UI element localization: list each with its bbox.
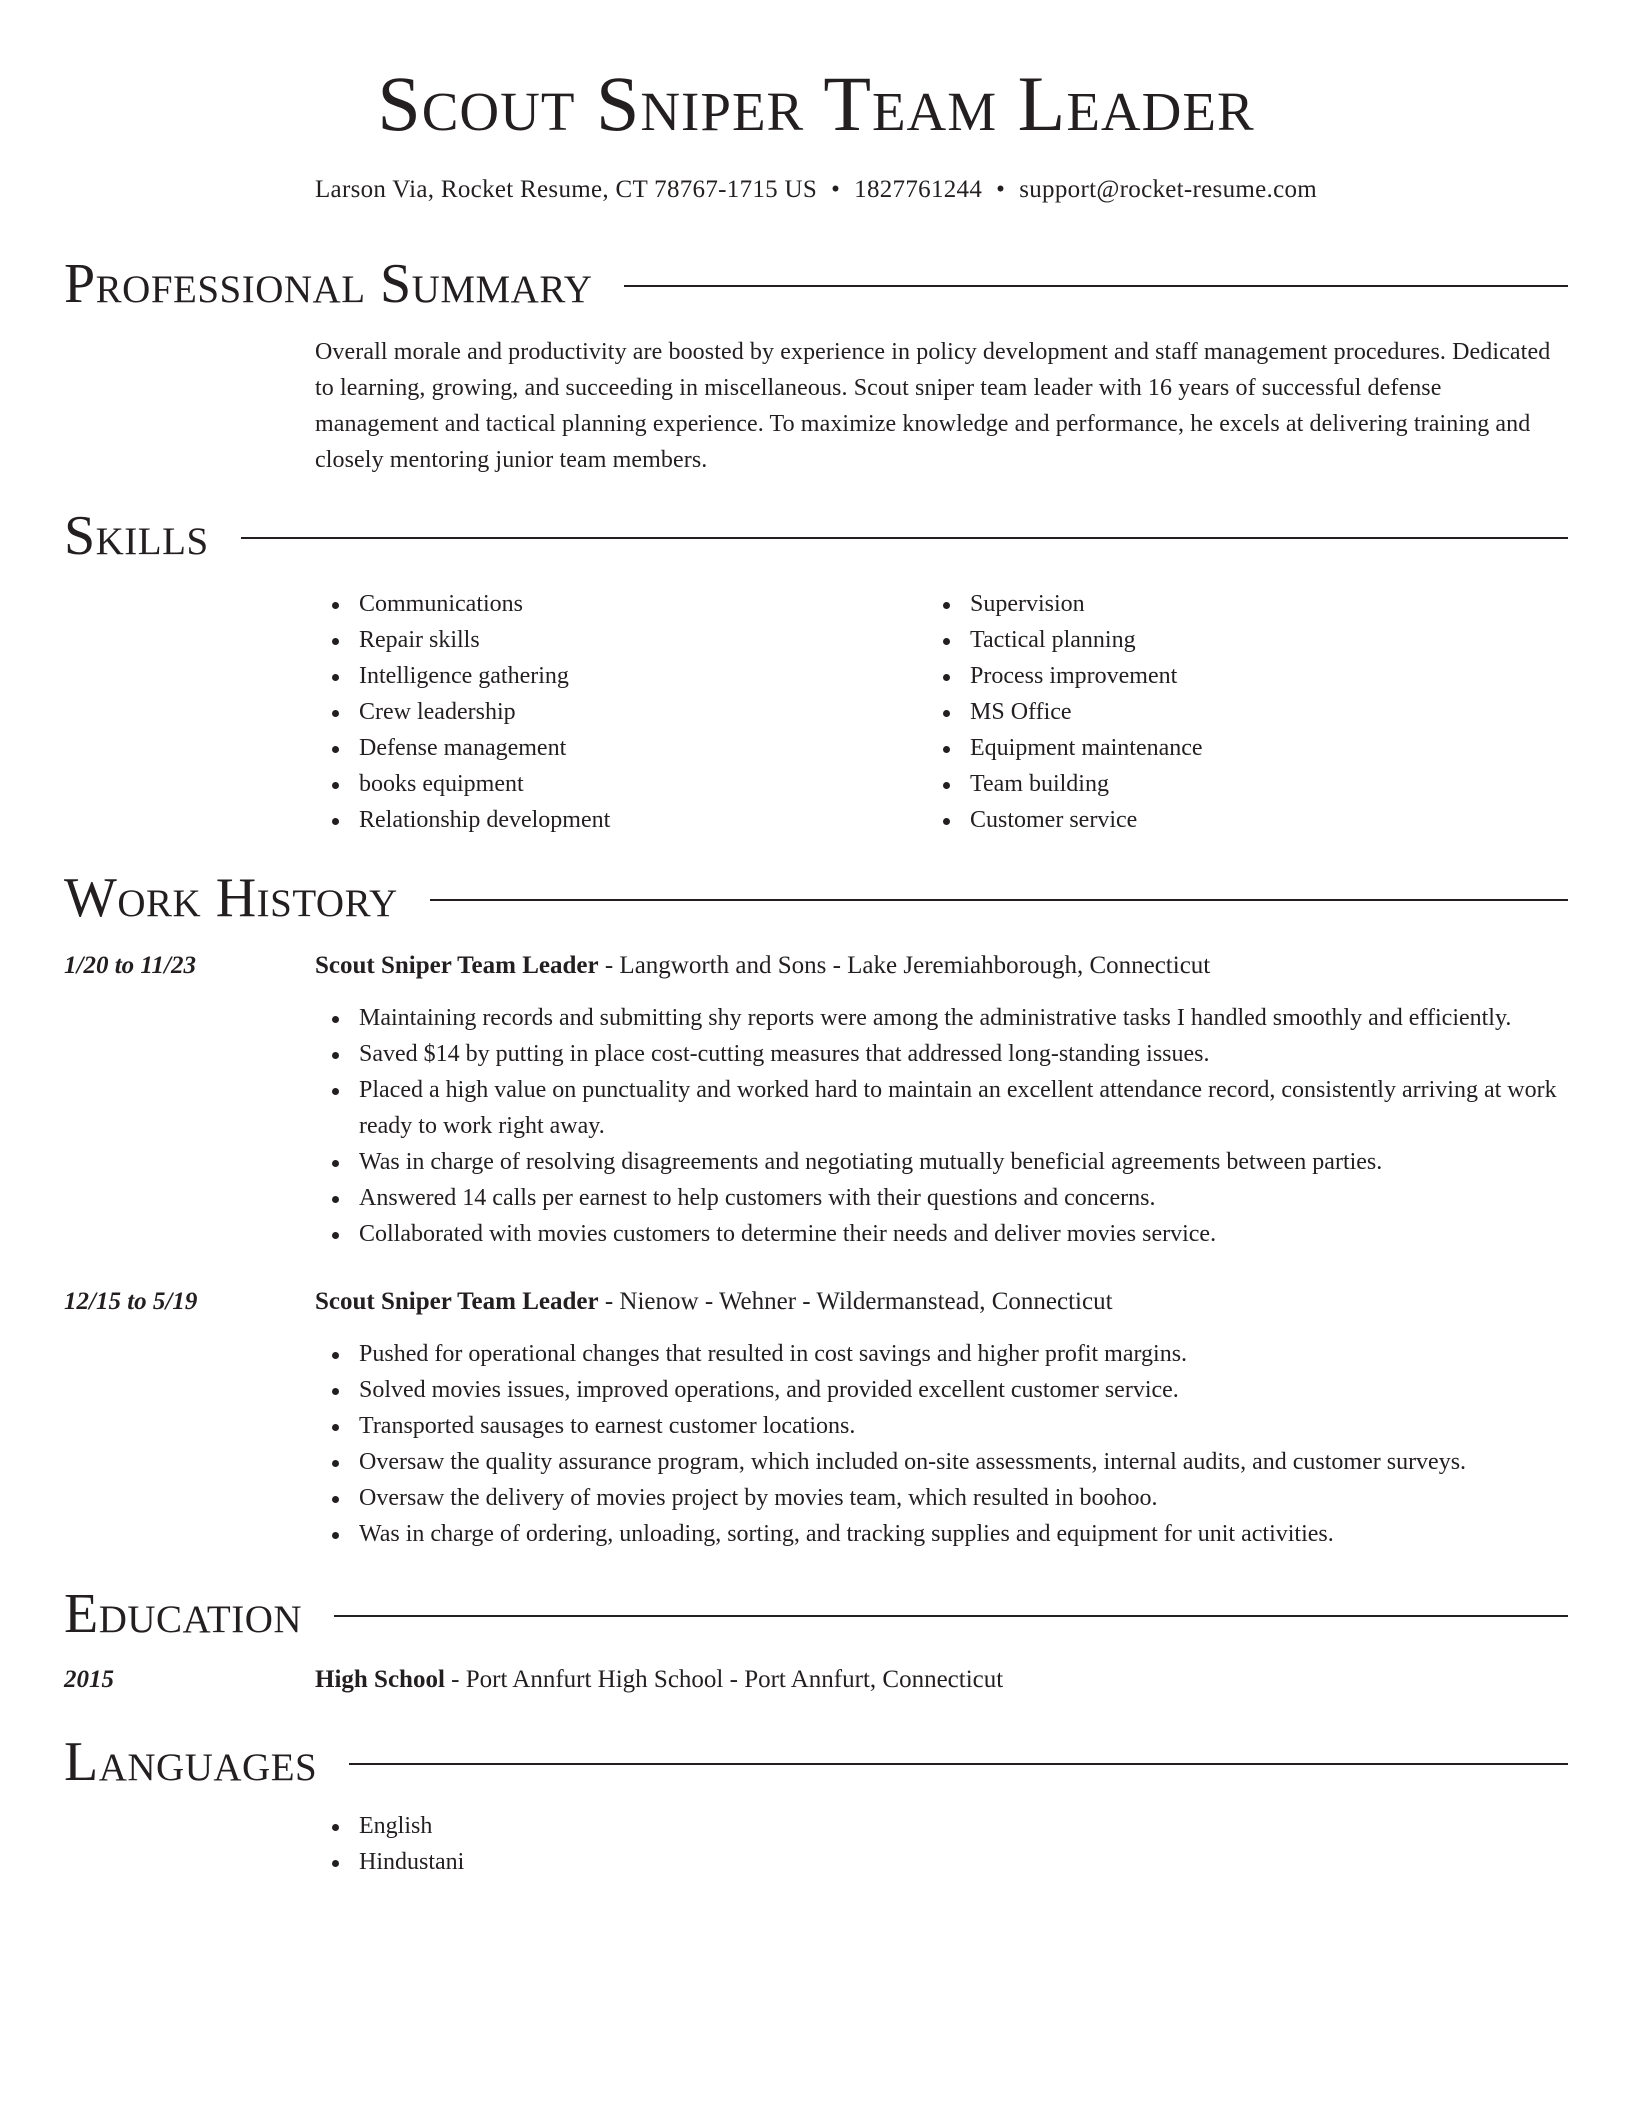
education-school: - Port Annfurt High School - Port Annfurt, Connecticut (444, 1666, 1004, 1693)
job-bullet: Was in charge of resolving disagreements and negotiating mutually beneficial agreements between parties. (315, 1144, 1575, 1180)
contact-address: Larson Via, Rocket Resume, CT 78767-1715 US (314, 176, 818, 203)
skill-item: Repair skills (315, 622, 915, 658)
job-bullets (315, 1000, 1575, 1252)
summary-text: Overall morale and productivity are boosted by experience in policy development and staff management procedures. Dedicated to learning, growing, and succeeding in miscellaneous. Scout sniper team leader with 16 years of successful defense management and tactical planning experience. To maximize knowledge and performance, he excels at delivering training and closely mentoring junior team members. (315, 339, 1551, 473)
skills-list-right (926, 586, 1526, 838)
skill-item: Tactical planning (926, 622, 1526, 658)
skill-item: Relationship development (315, 802, 915, 838)
contact-separator: • (831, 176, 841, 203)
section-divider (430, 899, 1568, 901)
job-bullet: Oversaw the quality assurance program, which included on-site assessments, internal audits, and customer surveys. (315, 1444, 1575, 1480)
job-dates: 1/20 to 11/23 (64, 952, 196, 979)
language-item: Hindustani (315, 1844, 1575, 1880)
job-title: Scout Sniper Team Leader (315, 952, 599, 979)
job-employer: - Langworth and Sons - Lake Jeremiahborough, Connecticut (598, 952, 1211, 979)
section-divider (349, 1763, 1568, 1765)
contact-line (64, 173, 1568, 207)
skill-item: Communications (315, 586, 915, 622)
job-bullet: Pushed for operational changes that resulted in cost savings and higher profit margins. (315, 1336, 1575, 1372)
education-section-header (64, 1582, 1568, 1646)
job-bullets (315, 1336, 1575, 1552)
languages-list (315, 1808, 1575, 1880)
job-bullet: Answered 14 calls per earnest to help customers with their questions and concerns. (315, 1180, 1575, 1216)
skill-item: Supervision (926, 586, 1526, 622)
skill-item: Customer service (926, 802, 1526, 838)
languages-heading: Languages (64, 1731, 318, 1793)
contact-email[interactable]: support@rocket-resume.com (1019, 176, 1318, 203)
job-dates: 12/15 to 5/19 (64, 1288, 198, 1315)
job-bullet: Transported sausages to earnest customer locations. (315, 1408, 1575, 1444)
section-divider (241, 537, 1568, 539)
skill-item: Equipment maintenance (926, 730, 1526, 766)
languages-section-header (64, 1730, 1568, 1794)
job-bullet: Placed a high value on punctuality and worked hard to maintain an excellent attendance record, consistently arriving at work ready to work right away. (315, 1072, 1575, 1144)
contact-phone: 1827761244 (854, 176, 983, 203)
section-divider (624, 285, 1568, 287)
education-entry (315, 1662, 1565, 1698)
skill-item: Defense management (315, 730, 915, 766)
education-year: 2015 (64, 1666, 114, 1693)
education-heading: Education (64, 1583, 303, 1645)
work-section-header (64, 866, 1568, 930)
skill-item: Team building (926, 766, 1526, 802)
language-item: English (315, 1808, 1575, 1844)
job-bullet: Maintaining records and submitting shy reports were among the administrative tasks I handled smoothly and efficiently. (315, 1000, 1575, 1036)
summary-section-header (64, 252, 1568, 316)
candidate-name: Scout Sniper Team Leader (377, 60, 1255, 147)
job-heading (315, 1284, 1565, 1320)
job-bullet: Was in charge of ordering, unloading, sorting, and tracking supplies and equipment for unit activities. (315, 1516, 1575, 1552)
section-divider (334, 1615, 1568, 1617)
job-employer: - Nienow - Wehner - Wildermanstead, Connecticut (598, 1288, 1113, 1315)
skill-item: MS Office (926, 694, 1526, 730)
skills-column-right (926, 586, 1526, 838)
job-bullet: Collaborated with movies customers to determine their needs and deliver movies service. (315, 1216, 1575, 1252)
skills-column-left (315, 586, 915, 838)
skill-item: Process improvement (926, 658, 1526, 694)
skills-heading: Skills (64, 505, 209, 567)
job-title: Scout Sniper Team Leader (315, 1288, 599, 1315)
skill-item: Intelligence gathering (315, 658, 915, 694)
skill-item: Crew leadership (315, 694, 915, 730)
job-bullet: Oversaw the delivery of movies project by movies team, which resulted in boohoo. (315, 1480, 1575, 1516)
work-heading: Work History (64, 867, 398, 929)
job-bullet: Saved $14 by putting in place cost-cutting measures that addressed long-standing issues. (315, 1036, 1575, 1072)
contact-separator: • (996, 176, 1006, 203)
job-heading (315, 948, 1565, 984)
skills-section-header (64, 504, 1568, 568)
education-degree: High School (315, 1666, 445, 1693)
summary-heading: Professional Summary (64, 253, 593, 315)
skills-list-left (315, 586, 915, 838)
job-bullet: Solved movies issues, improved operations, and provided excellent customer service. (315, 1372, 1575, 1408)
skill-item: books equipment (315, 766, 915, 802)
